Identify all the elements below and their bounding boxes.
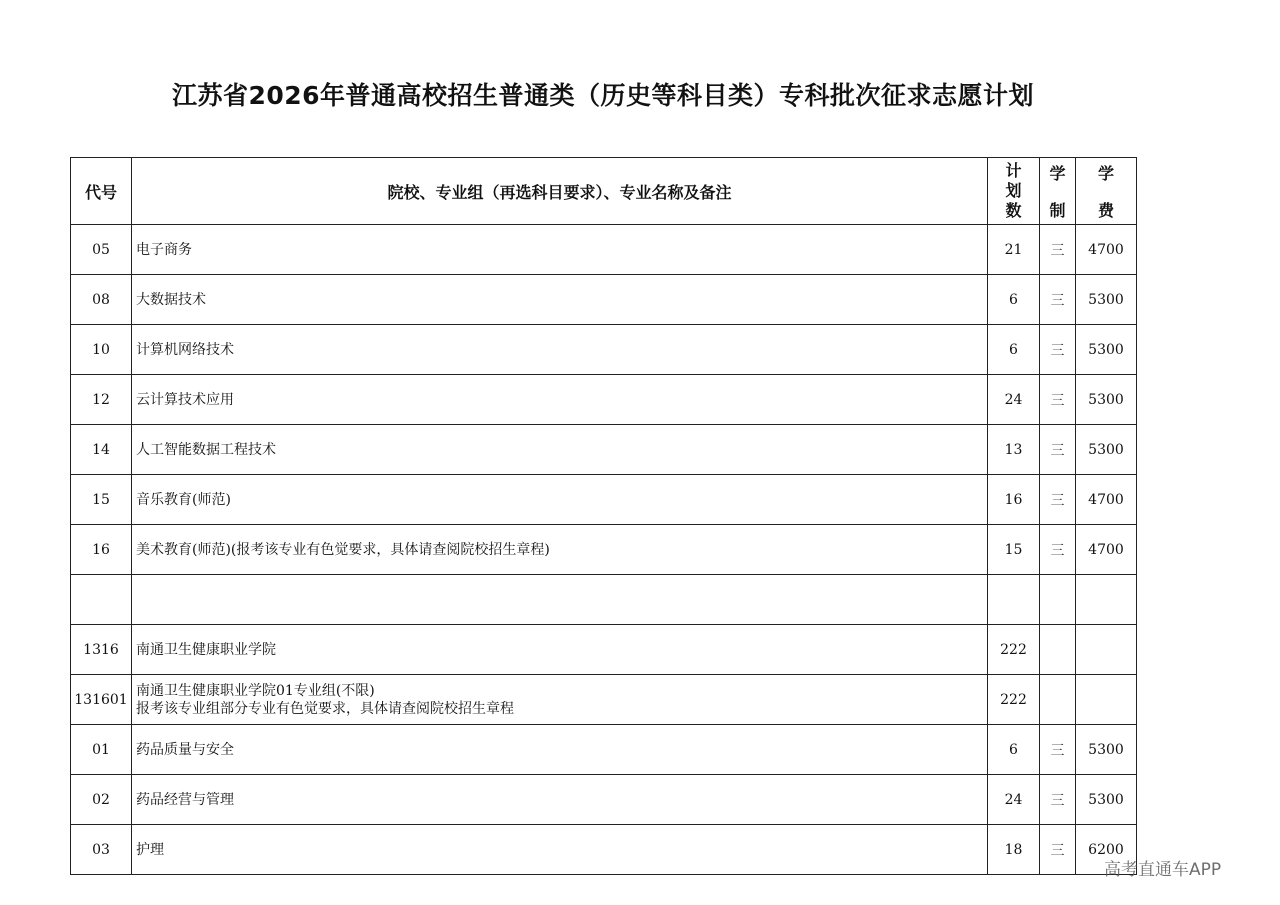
cell-code: 01 <box>71 725 132 775</box>
cell-code: 1316 <box>71 625 132 675</box>
cell-fee: 5300 <box>1076 725 1137 775</box>
cell-years: 三 <box>1040 425 1076 475</box>
cell-code: 16 <box>71 525 132 575</box>
cell-plan: 13 <box>988 425 1040 475</box>
cell-plan: 15 <box>988 525 1040 575</box>
cell-name: 护理 <box>132 825 988 875</box>
table-row <box>71 775 1137 825</box>
cell-name: 音乐教育(师范) <box>132 475 988 525</box>
cell-fee: 4700 <box>1076 225 1137 275</box>
table-row-school <box>71 625 1137 675</box>
cell-plan: 222 <box>988 675 1040 725</box>
table-row <box>71 325 1137 375</box>
table-row <box>71 275 1137 325</box>
enrollment-plan-table <box>70 157 1137 875</box>
cell-fee: 6200 <box>1076 825 1137 875</box>
cell-name: 美术教育(师范)(报考该专业有色觉要求，具体请查阅院校招生章程) <box>132 525 988 575</box>
cell-years <box>1040 575 1076 625</box>
group-name: 南通卫生健康职业学院01专业组(不限) <box>136 682 375 699</box>
cell-fee <box>1076 675 1137 725</box>
header-code: 代号 <box>71 158 132 225</box>
cell-years <box>1040 625 1076 675</box>
cell-fee <box>1076 625 1137 675</box>
table-header-row <box>71 158 1137 225</box>
header-name: 院校、专业组（再选科目要求）、专业名称及备注 <box>132 158 988 225</box>
table-row-empty <box>71 575 1137 625</box>
watermark-text: 高考直通车APP <box>1104 860 1222 880</box>
cell-name: 计算机网络技术 <box>132 325 988 375</box>
cell-plan: 21 <box>988 225 1040 275</box>
cell-name: 南通卫生健康职业学院 <box>132 625 988 675</box>
cell-code: 08 <box>71 275 132 325</box>
table-row <box>71 375 1137 425</box>
cell-code: 131601 <box>71 675 132 725</box>
cell-name <box>132 575 988 625</box>
cell-fee: 4700 <box>1076 525 1137 575</box>
table-row-group <box>71 675 1137 725</box>
table-row <box>71 525 1137 575</box>
cell-years: 三 <box>1040 475 1076 525</box>
cell-code: 03 <box>71 825 132 875</box>
table-row <box>71 475 1137 525</box>
cell-name <box>132 675 988 725</box>
cell-fee: 5300 <box>1076 425 1137 475</box>
cell-name: 云计算技术应用 <box>132 375 988 425</box>
cell-fee: 5300 <box>1076 325 1137 375</box>
cell-name: 人工智能数据工程技术 <box>132 425 988 475</box>
cell-code: 12 <box>71 375 132 425</box>
cell-fee: 5300 <box>1076 775 1137 825</box>
table-row <box>71 225 1137 275</box>
cell-years: 三 <box>1040 275 1076 325</box>
cell-plan: 6 <box>988 325 1040 375</box>
cell-years: 三 <box>1040 225 1076 275</box>
cell-plan: 18 <box>988 825 1040 875</box>
cell-name: 药品经营与管理 <box>132 775 988 825</box>
cell-years <box>1040 675 1076 725</box>
cell-code: 02 <box>71 775 132 825</box>
table-row <box>71 725 1137 775</box>
cell-name: 大数据技术 <box>132 275 988 325</box>
cell-plan: 6 <box>988 275 1040 325</box>
cell-plan: 24 <box>988 775 1040 825</box>
cell-plan: 222 <box>988 625 1040 675</box>
cell-fee: 5300 <box>1076 275 1137 325</box>
cell-years: 三 <box>1040 825 1076 875</box>
cell-fee: 4700 <box>1076 475 1137 525</box>
cell-years: 三 <box>1040 525 1076 575</box>
cell-fee <box>1076 575 1137 625</box>
cell-plan: 6 <box>988 725 1040 775</box>
cell-code <box>71 575 132 625</box>
table-row <box>71 425 1137 475</box>
cell-code: 14 <box>71 425 132 475</box>
cell-fee: 5300 <box>1076 375 1137 425</box>
cell-name: 电子商务 <box>132 225 988 275</box>
header-fee: 学 费 <box>1076 158 1137 225</box>
cell-plan: 24 <box>988 375 1040 425</box>
cell-plan <box>988 575 1040 625</box>
header-years: 学 制 <box>1040 158 1076 225</box>
cell-years: 三 <box>1040 325 1076 375</box>
cell-code: 10 <box>71 325 132 375</box>
page-title: 江苏省2026年普通高校招生普通类（历史等科目类）专科批次征求志愿计划 <box>171 81 1035 110</box>
cell-years: 三 <box>1040 375 1076 425</box>
header-plan: 计 划 数 <box>988 158 1040 225</box>
cell-years: 三 <box>1040 725 1076 775</box>
cell-years: 三 <box>1040 775 1076 825</box>
cell-name: 药品质量与安全 <box>132 725 988 775</box>
cell-code: 05 <box>71 225 132 275</box>
cell-code: 15 <box>71 475 132 525</box>
table-row <box>71 825 1137 875</box>
group-note: 报考该专业组部分专业有色觉要求，具体请查阅院校招生章程 <box>136 700 514 717</box>
cell-plan: 16 <box>988 475 1040 525</box>
